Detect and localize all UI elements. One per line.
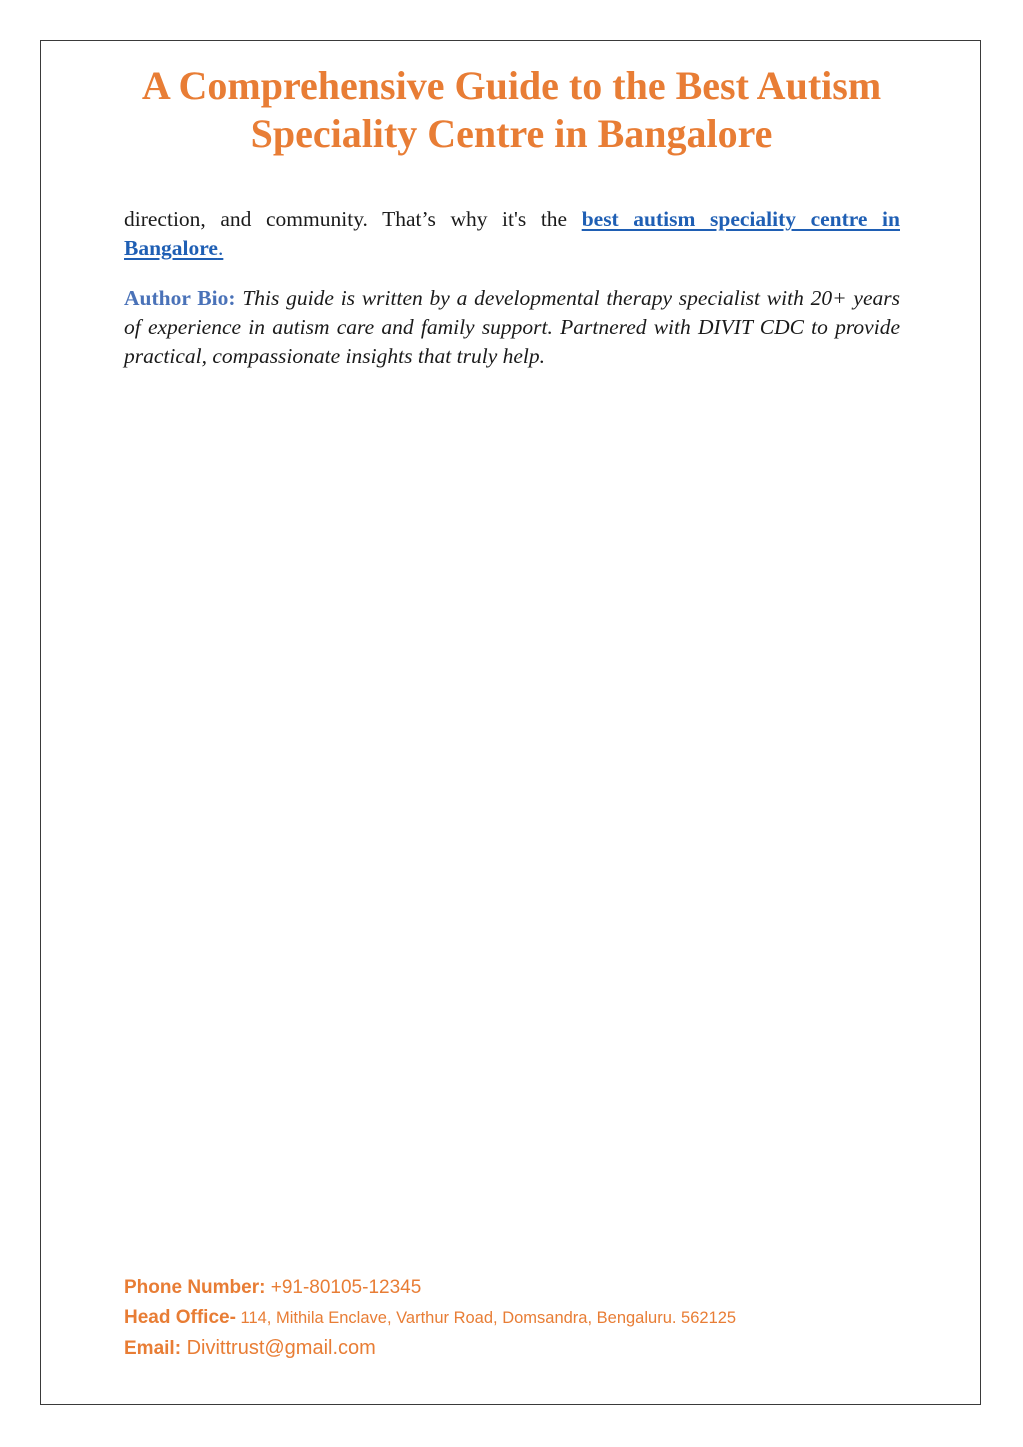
- head-office-label: Head Office-: [124, 1307, 236, 1328]
- page-title: A Comprehensive Guide to the Best Autism Speciality Centre in Bangalore: [141, 63, 882, 156]
- contact-head-office: [124, 1305, 924, 1331]
- head-office-address: 114, Mithila Enclave, Varthur Road, Domsandra, Bengaluru. 562125: [235, 1309, 737, 1327]
- contact-email: [124, 1335, 924, 1362]
- author-bio: [124, 284, 900, 371]
- author-bio-text: This guide is written by a developmental therapy specialist with 20+ years of experience in autism care and family support. Partnered with DIVIT CDC to provide practical, compassionate insights that truly help.: [124, 286, 900, 368]
- phone-label: Phone Number:: [124, 1277, 266, 1298]
- body-paragraph: [124, 205, 900, 263]
- paragraph-period: .: [217, 236, 224, 260]
- author-bio-label: Author Bio:: [124, 286, 236, 310]
- paragraph-text: direction, and community. That’s why it's the: [124, 207, 582, 231]
- email-label: Email:: [124, 1338, 182, 1359]
- contact-phone: [124, 1275, 924, 1301]
- email-value: Divittrust@gmail.com: [181, 1337, 376, 1359]
- best-autism-centre-link[interactable]: best autism speciality centre in Bangalore: [124, 207, 900, 260]
- phone-value: +91-80105-12345: [265, 1277, 422, 1298]
